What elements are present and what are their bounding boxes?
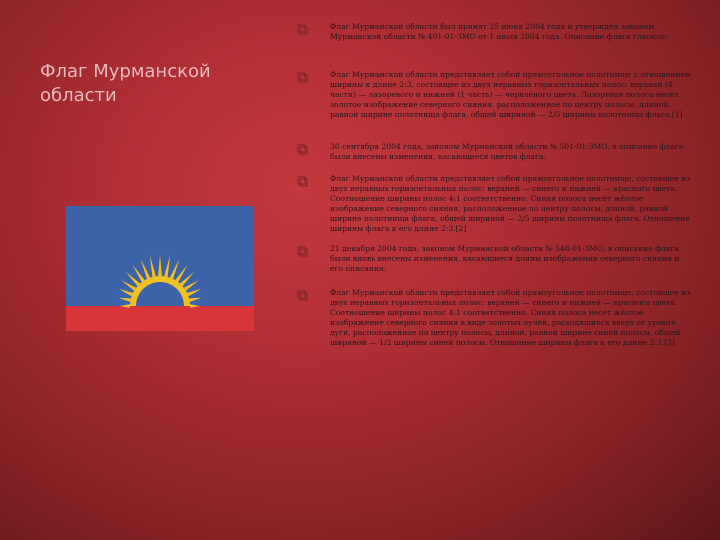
flag-red-stripe — [66, 306, 254, 331]
bullet-box-icon — [296, 289, 308, 301]
murmansk-flag-image — [66, 206, 254, 331]
bullet-text: Флаг Мурманской области представляет собой прямоугольное полотнище, состоящее из двух неравных горизонтальных полос: верхней — синего и нижней — красного цвета. Соотношение ширины полос 4:1 соответственно. Синяя полоса несёт жёлтое изображение северного сияния в виде золотых лучей, расходящихся вверх от уровня дуги, расположенное по центру полосы, длиной, равной ширине синей полосы, общей шириной — 1/2 ширины синей полосы. Отношение ширины флага к его длине 2:3.[3] — [330, 288, 691, 347]
bullet-box-icon — [296, 175, 308, 187]
bullet-box-icon — [296, 245, 308, 257]
bullet-box-icon — [296, 143, 308, 155]
bullet-text: 21 декабря 2004 года, законом Мурманской области № 548-01-ЗМО, в описание флага были вновь внесены изменения, касающиеся длины изображения северного сияния и его описания: — [330, 244, 680, 273]
bullet-text: Флаг Мурманской области был принят 25 июня 2004 года и утверждён законом Мурманской области № 491-01-ЗМО от 1 июля 2004 года. Описание флага гласило: — [330, 22, 668, 41]
bullet-text: Флаг Мурманской области представляет собой прямоугольное полотнище с отношением ширины к длине 2:3, состоящее из двух неравных горизонтальных полос: верхней (4 части) — лазоревого и нижней (1 часть) — червлёного цвета. Лазоревая полоса несёт золотое изображение северного сияния, расположенное по центру полосы, длиной, равной ширине полотнища флага, общей шириной — 2/5 ширины полотнища флага.[1] — [330, 70, 691, 119]
bullet-text: Флаг Мурманской области представляет собой прямоугольное полотнище, состоящее из двух неравных горизонтальных полос: верхней — синего и нижней — красного цвета. Соотношение ширины полос 4:1 соответственно. Синяя полоса несёт жёлтое изображение северного сияния, расположенное по центру полосы, длиной, равной ширине полотнища флага, общей шириной — 2/5 ширины полотнища флага. Отношение ширины флага к его длине 2:3.[2] — [330, 174, 691, 233]
slide-title: Флаг Мурманской области — [40, 61, 211, 106]
bullet-text: 30 сентября 2004 года, законом Мурманской области № 501-01-ЗМО, в описание флага были внесены изменения, касающиеся цветов флага: — [330, 142, 684, 161]
bullet-box-icon — [296, 23, 308, 35]
bullet-box-icon — [296, 71, 308, 83]
